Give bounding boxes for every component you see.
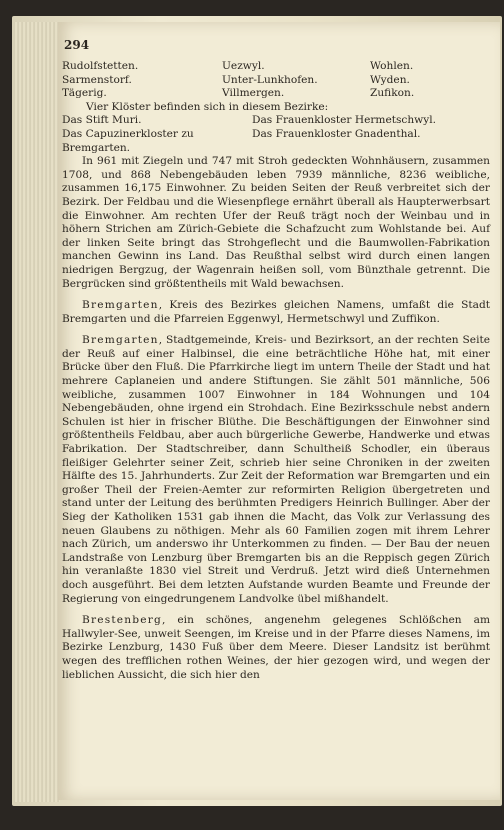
place-name: Wyden. [370,73,410,86]
place-name: Zufikon. [370,87,415,100]
paragraph-brestenberg [62,614,490,682]
paragraph-text: , Stadtgemeinde, Kreis- und Bezirksort, an der rechten Seite der Reuß auf einer Halbinsel, die eine beträchtliche Höhe hat, mit einer Brücke über den Fluß. Die Pfarrkirche liegt im untern Theile der Stadt und hat mehrere Caplaneien und andere Stiftungen. Sie zählt 501 männliche, 506 weibliche, zusammen 1007 Einwohner in 184 Wohnungen und 104 Nebengebäuden, ohne irgend ein Strohdach. Eine Bezirksschule nebst andern Schulen ist hier in frischer Blüthe. Die Beschäftigungen der Einwohner sind größtentheils Feldbau, aber auch bürgerliche Gewerbe, Handwerke und etwas Fabrikation. Der Stadtschreiber, dann Schultheiß Schodler, ein überaus fleißiger Gelehrter seiner Zeit, schrieb hier seine Chroniken in der zweiten Hälfte des 15. Jahrhunderts. Zur Zeit der Reformation war Bremgarten und ein großer Theil der Freien-Aemter zur reformirten Religion übergetreten und stand unter der Leitung des berühmten Predigers Heinrich Bullinger. Aber der Sieg der Katholiken 1531 gab ihnen die Macht, das Volk zur Verlassung des neuen Glaubens zu nöthigen. Mehr als 60 Familien zogen mit ihrem Lehrer nach Zürich, um anderswo ihr Unterkommen zu finden. — Der Bau der neuen Landstraße von Lenzburg über Bremgarten bis an die Reppisch gegen Zürich hin veranlaßte 1830 viel Streit und Verdruß. Jetzt wird dieß Unternehmen doch ausgeführt. Bei dem letzten Aufstande wurden Beamte und Freunde der Regierung von eingedrungenem Landvolke übel mißhandelt. [62,334,490,605]
place-name: Rudolfstetten. [62,60,139,72]
monastery-list [62,114,490,155]
page-edges [14,22,60,802]
monastery-name: Das Capuzinerkloster zu Bremgarten. [62,127,194,154]
page-content [62,60,490,682]
paragraph-text: , Kreis des Bezirkes gleichen Namens, umfaßt die Stadt Bremgarten und die Pfarreien Eggenwyl, Hermetschwyl und Zuffikon. [62,299,490,325]
paragraph-text: , ein schönes, angenehm gelegenes Schlößchen am Hallwyler-See, unweit Seengen, im Kreise und in der Pfarre dieses Namens, im Bezirke Lenzburg, 1430 Fuß über dem Meere. Dieser Landsitz ist berühmt wegen des trefflichen rothen Weines, der hier gezogen wird, und wegen der lieblichen Aussicht, die sich hier den [62,614,490,681]
place-list [62,60,490,101]
place-name: Tägerig. [62,87,107,100]
monastery-name: Das Frauenkloster Hermetschwyl. [252,114,436,127]
paragraph-bremgarten-stadt [62,334,490,606]
monastery-name: Das Stift Muri. [62,114,142,127]
monastery-name: Das Frauenkloster Gnadenthal. [252,127,421,140]
place-name: Sarmenstorf. [62,73,132,86]
place-name: Wohlen. [370,60,414,72]
monastery-intro: Vier Klöster befinden sich in diesem Bezirke: [86,100,329,113]
entry-heading: Bremgarten [82,334,159,347]
place-name: Unter-Lunkhofen. [222,73,318,86]
entry-heading: Brestenberg [82,614,163,627]
paragraph-district [62,155,490,291]
place-name: Villmergen. [222,87,285,100]
paragraph-text: In 961 mit Ziegeln und 747 mit Stroh gedeckten Wohnhäusern, zusammen 1708, und 868 Nebengebäuden leben 7939 männliche, 8236 weibliche, zusammen 16,175 Einwohner. Zu beiden Seiten der Reuß verbreitet sich der Bezirk. Der Feldbau und die Wiesenpflege ernährt überall als Haupterwerbsart die Einwohner. Am rechten Ufer der Reuß trägt noch der Weinbau und in höhern Strichen am Zürich-Gebiete die Schafzucht zum Wohlstande bei. Auf der linken Seite bringt das Strohgeflecht und die Baumwollen-Fabrikation manchen Gewinn ins Land. Das Reußthal selbst wird durch einen langen niedrigen Bergzug, der Wagenrain heißen soll, vom Bünzthale getrennt. Die Bergrücken sind größtentheils mit Wald bewachsen. [62,155,490,290]
place-name: Uezwyl. [222,60,265,72]
page-number: 294 [64,38,90,52]
entry-heading: Bremgarten [82,299,159,312]
paragraph-bremgarten-kreis [62,299,490,326]
